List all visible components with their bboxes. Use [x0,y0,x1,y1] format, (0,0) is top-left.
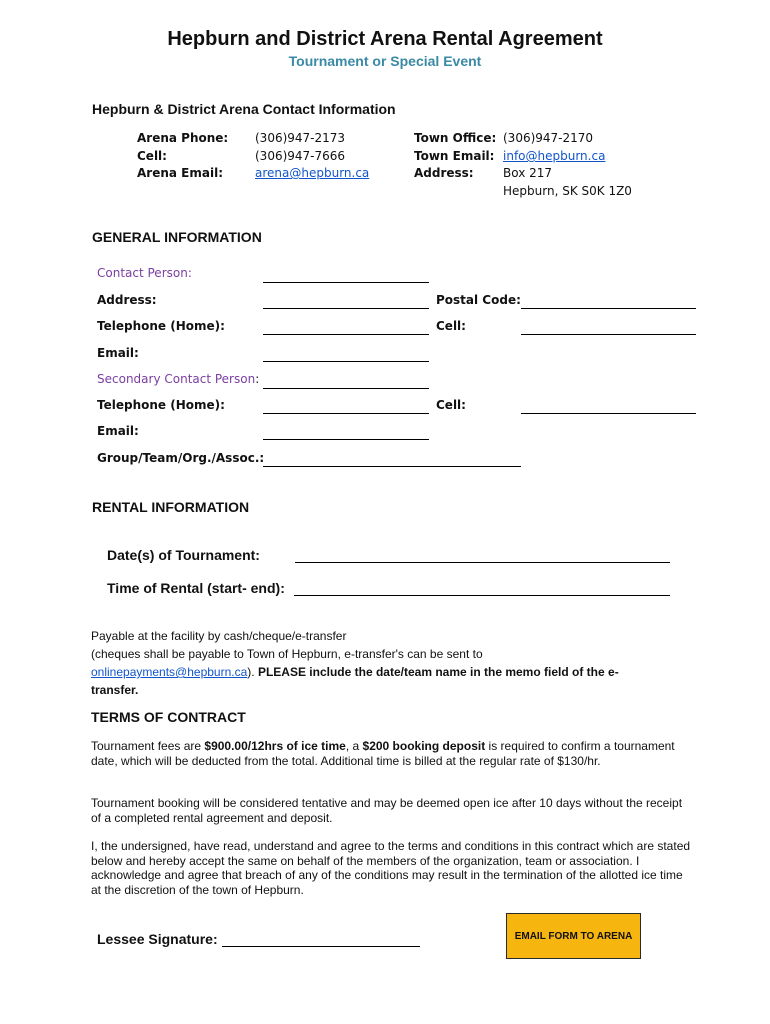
secondary-contact-colon: : [255,372,260,386]
telephone-home-label: Telephone (Home): [97,319,225,333]
contact-person-field[interactable] [263,268,429,283]
town-office-value: (306)947-2170 [503,131,594,145]
address-field[interactable] [263,294,429,309]
lessee-signature-field[interactable] [222,932,420,947]
secondary-contact-field[interactable] [263,374,429,389]
terms-p1-e: is required to confirm a tournament date, which will be deducted from the total. Additional time is billed at the regular rate of $130/hr. [91,739,675,768]
email-field[interactable] [263,347,429,362]
terms-paragraph-1 [91,739,691,768]
address-field-label: Address: [97,293,157,307]
email-field-label: Email: [97,346,139,360]
email2-field-label: Email: [97,424,139,438]
dates-label: Date(s) of Tournament: [107,547,260,563]
terms-p1-a: Tournament fees are [91,739,205,753]
contact-info-heading: Hepburn & District Arena Contact Information [92,101,396,117]
cell-field-label: Cell: [436,319,466,333]
terms-p1-c: , a [345,739,363,753]
lessee-signature-label: Lessee Signature: [97,931,218,947]
email2-field[interactable] [263,425,429,440]
address-label: Address: [414,166,474,180]
group-field[interactable] [263,452,521,467]
telephone-home2-label: Telephone (Home): [97,398,225,412]
contact-person-label: Contact Person: [97,266,192,280]
secondary-contact-label [97,372,259,386]
address-line2: Hepburn, SK S0K 1Z0 [503,184,632,198]
postal-code-field[interactable] [521,294,696,309]
telephone-home2-field[interactable] [263,399,429,414]
cell2-field-label: Cell: [436,398,466,412]
cell2-field[interactable] [521,399,696,414]
page-subtitle: Tournament or Special Event [288,53,482,69]
rental-info-heading: RENTAL INFORMATION [92,499,250,515]
payment-line1: Payable at the facility by cash/cheque/e-transfer [91,629,347,643]
arena-email-link[interactable]: arena@hepburn.ca [255,166,370,180]
cell-field[interactable] [521,320,696,335]
town-email-label: Town Email: [414,149,495,163]
dates-field[interactable] [295,548,670,563]
group-label: Group/Team/Org./Assoc.: [97,451,265,465]
arena-phone-value: (306)947-2173 [255,131,346,145]
arena-phone-label: Arena Phone: [137,131,229,145]
town-email-link[interactable]: info@hepburn.ca [503,149,606,163]
cell-value: (306)947-7666 [255,149,346,163]
terms-paragraph-2: Tournament booking will be considered tentative and may be deemed open ice after 10 days without the receipt of a completed rental agreement and deposit. [91,796,683,825]
payment-line2: (cheques shall be payable to Town of Hepburn, e-transfer's can be sent to [91,647,483,661]
payment-note [91,627,691,699]
town-office-label: Town Office: [414,131,497,145]
online-payments-link[interactable]: onlinepayments@hepburn.ca [91,665,248,679]
payment-memo-note: PLEASE include the date/team name in the memo field of the e- [257,665,619,679]
general-info-heading: GENERAL INFORMATION [92,229,262,245]
email-form-button[interactable]: EMAIL FORM TO ARENA [506,913,641,959]
payment-line3 [91,663,691,681]
time-field[interactable] [294,581,670,596]
time-label: Time of Rental (start- end): [107,580,285,596]
secondary-contact-text: Secondary Contact Person [97,372,256,386]
terms-fee: $900.00/12hrs of ice time [204,739,346,753]
telephone-home-field[interactable] [263,320,429,335]
payment-after-link: ). [247,665,258,679]
address-line1: Box 217 [503,166,553,180]
cell-label: Cell: [137,149,167,163]
page-title: Hepburn and District Arena Rental Agreement [167,28,603,50]
arena-email-label: Arena Email: [137,166,223,180]
terms-paragraph-3: I, the undersigned, have read, understand and agree to the terms and conditions in this contract which are stated below and hereby accept the same on behalf of the members of the organization, team or association. I acknowledge and agree that breach of any of the conditions may result in the termination of the allotted ice time at the discretion of the town of Hepburn. [91,839,691,897]
postal-code-label: Postal Code: [436,293,521,307]
terms-deposit: $200 booking deposit [362,739,486,753]
terms-heading: TERMS OF CONTRACT [91,709,246,725]
payment-memo-note-cont: transfer. [91,683,139,697]
